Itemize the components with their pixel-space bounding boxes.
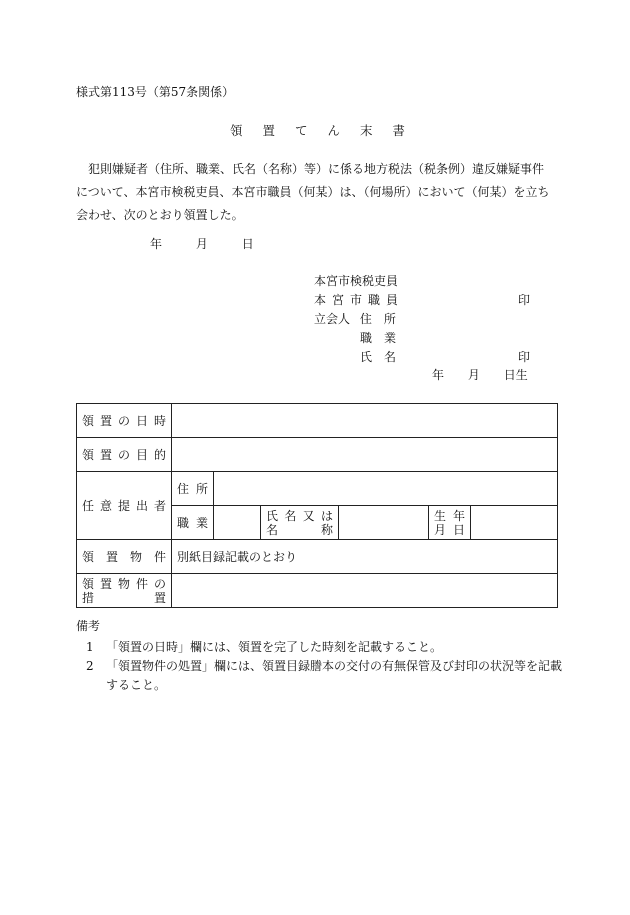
label-disposal-1: 領置物件の	[82, 576, 166, 591]
label-submitter: 任意提出者	[82, 499, 166, 513]
field-occupation[interactable]	[214, 506, 261, 540]
birth-year: 年	[432, 368, 445, 382]
birth-month: 月	[467, 368, 480, 382]
date-day: 日	[241, 237, 254, 251]
name-seal: 印	[517, 350, 530, 364]
field-items[interactable]	[172, 540, 558, 574]
birth-line	[432, 368, 528, 382]
field-name[interactable]	[339, 506, 429, 540]
label-birth-2: 月日	[434, 522, 465, 537]
title-char: 置	[262, 123, 275, 138]
field-address[interactable]	[214, 472, 558, 506]
row-items	[77, 540, 558, 574]
label-items: 領置物件	[82, 550, 166, 564]
note-item	[76, 638, 566, 657]
label-datetime: 領置の日時	[82, 414, 166, 428]
row-purpose	[77, 438, 558, 472]
inspector-line	[314, 274, 530, 288]
staff-line	[314, 293, 530, 307]
note-number: 1	[86, 640, 94, 654]
label-name-1: 氏名又は	[266, 508, 333, 523]
title-char: 領	[230, 123, 243, 138]
date-year: 年	[150, 237, 163, 251]
staff-seal: 印	[517, 293, 530, 307]
label-purpose: 領置の目的	[82, 448, 166, 462]
note-text: 「領置の日時」欄には、領置を完了した時刻を記載すること。	[106, 640, 443, 654]
birth-day: 日生	[503, 368, 528, 382]
address-label: 住所	[359, 312, 396, 326]
field-birth[interactable]	[471, 506, 558, 540]
label-address: 住所	[177, 482, 208, 496]
staff-label: 本宮市職員	[314, 293, 398, 307]
occupation-label: 職業	[360, 331, 396, 345]
title-char: て	[294, 123, 308, 138]
notes-heading: 備考	[76, 619, 101, 633]
occupation-line	[314, 331, 530, 345]
custody-table	[76, 403, 558, 608]
form-number: 様式第113号（第57条関係）	[76, 85, 235, 99]
label-birth-1: 生年	[434, 508, 465, 523]
row-disposal	[77, 574, 558, 608]
row-submitter-address	[77, 472, 558, 506]
label-occupation: 職業	[177, 516, 208, 530]
field-disposal[interactable]	[172, 574, 558, 608]
label-disposal-2: 措置	[82, 590, 166, 605]
items-value: 別紙目録記載のとおり	[177, 550, 298, 564]
title-char: ん	[327, 123, 340, 138]
date-line	[150, 237, 284, 251]
row-datetime	[77, 404, 558, 438]
date-month: 月	[195, 237, 208, 251]
inspector-label: 本宮市検税吏員	[314, 274, 399, 288]
note-number: 2	[86, 659, 94, 673]
label-name-2: 名 称	[266, 522, 333, 537]
name-label: 氏名	[360, 350, 396, 364]
note-item	[76, 657, 566, 695]
title-char: 末	[359, 123, 373, 138]
witness-address-line	[314, 312, 530, 326]
witness-prefix: 立会人	[314, 312, 351, 326]
name-line	[314, 350, 530, 364]
title-char: 書	[392, 123, 405, 138]
note-text: 「領置物件の処置」欄には、領置目録謄本の交付の有無保管及び封印の状況等を記載すること。	[106, 659, 563, 692]
body-paragraph: 犯則嫌疑者（住所、職業、氏名（名称）等）に係る地方税法（税条例）違反嫌疑事件について、本宮市検税吏員、本宮市職員（何某）は、（何場所）において（何某）を立ち会わせ、次のとおり領置した。	[76, 162, 550, 222]
field-purpose[interactable]	[172, 438, 558, 472]
document-title	[230, 124, 405, 138]
field-datetime[interactable]	[172, 404, 558, 438]
